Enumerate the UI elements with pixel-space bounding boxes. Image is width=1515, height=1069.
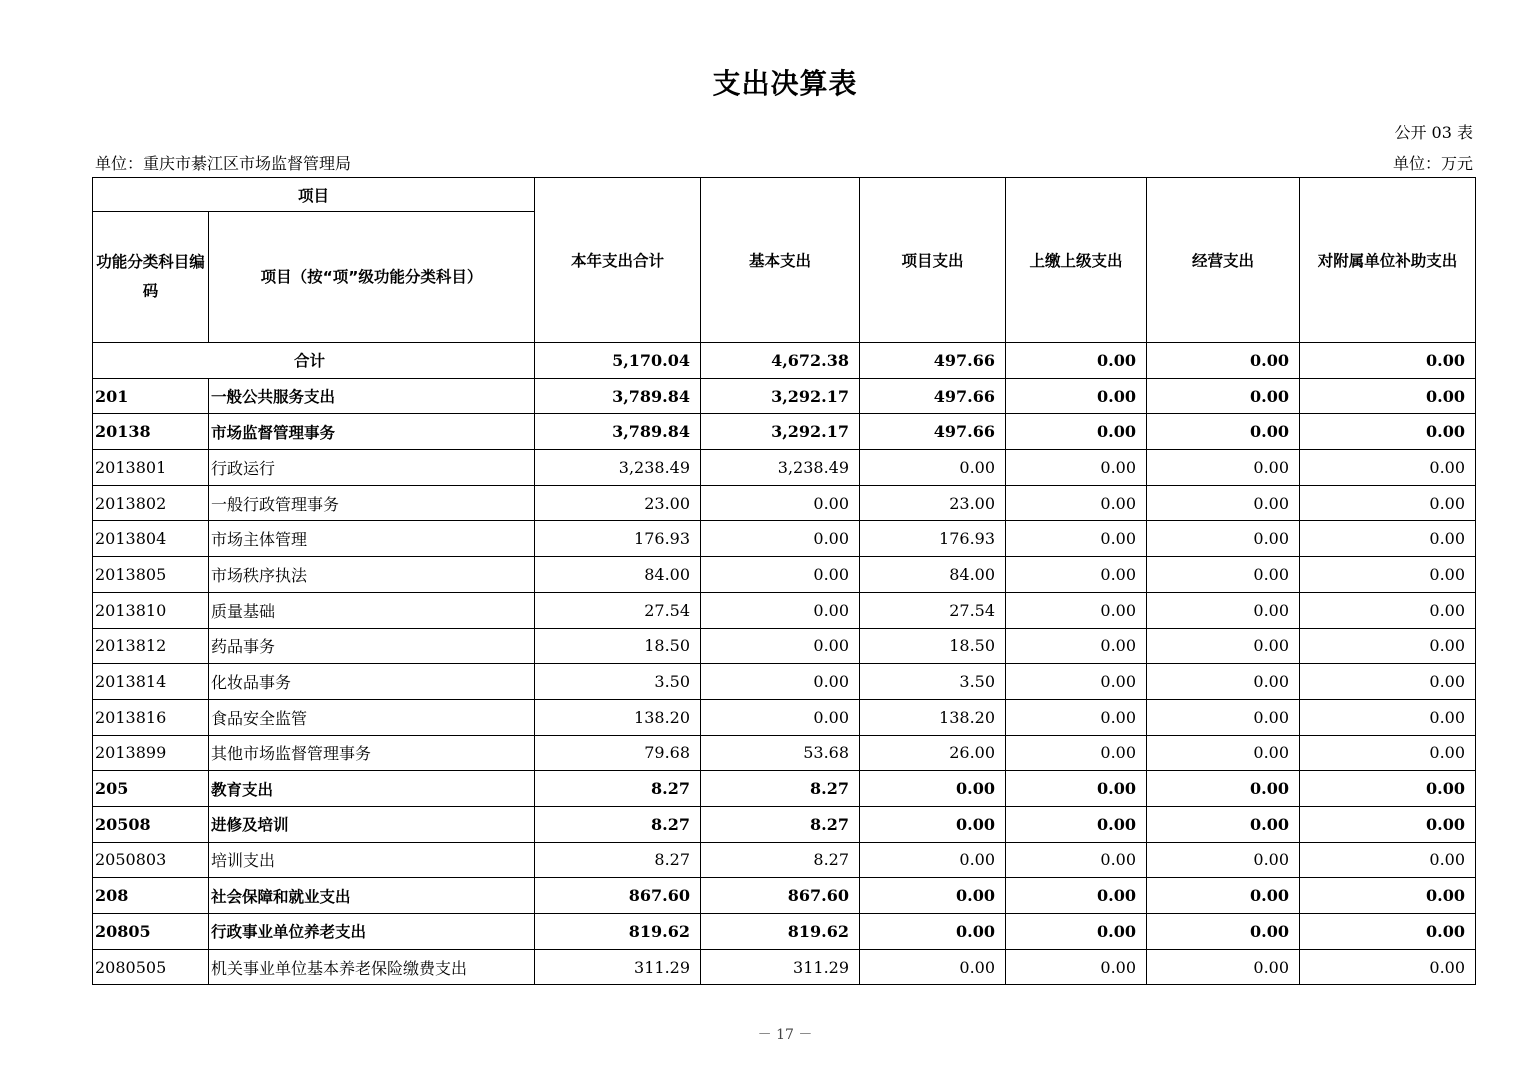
table-row	[93, 878, 1476, 914]
header-business: 经营支出	[1147, 178, 1300, 343]
row-name: 进修及培训	[209, 806, 535, 842]
row-code: 2013805	[93, 557, 209, 593]
total-value: 4,672.38	[701, 343, 860, 379]
row-value: 0.00	[1300, 450, 1476, 486]
row-code: 2013814	[93, 664, 209, 700]
row-value: 0.00	[701, 699, 860, 735]
row-value: 311.29	[535, 949, 701, 985]
table-row	[93, 450, 1476, 486]
total-label: 合计	[93, 343, 535, 379]
row-value: 18.50	[860, 628, 1006, 664]
row-value: 27.54	[535, 592, 701, 628]
row-name: 市场主体管理	[209, 521, 535, 557]
row-value: 0.00	[1006, 842, 1147, 878]
row-value: 0.00	[1006, 414, 1147, 450]
row-value: 0.00	[860, 949, 1006, 985]
table-row	[93, 664, 1476, 700]
row-value: 23.00	[535, 485, 701, 521]
row-value: 0.00	[1006, 485, 1147, 521]
table-row	[93, 414, 1476, 450]
row-value: 26.00	[860, 735, 1006, 771]
row-value: 0.00	[701, 592, 860, 628]
row-value: 3,789.84	[535, 414, 701, 450]
row-value: 867.60	[701, 878, 860, 914]
row-value: 0.00	[1006, 949, 1147, 985]
header-project: 项目	[93, 178, 535, 212]
row-value: 176.93	[535, 521, 701, 557]
row-name: 行政运行	[209, 450, 535, 486]
row-name: 机关事业单位基本养老保险缴费支出	[209, 949, 535, 985]
row-name: 市场秩序执法	[209, 557, 535, 593]
page-number: － 17 －	[757, 1027, 813, 1043]
row-value: 0.00	[1300, 699, 1476, 735]
row-value: 0.00	[1147, 414, 1300, 450]
row-value: 84.00	[860, 557, 1006, 593]
row-value: 138.20	[860, 699, 1006, 735]
row-value: 0.00	[1300, 485, 1476, 521]
row-value: 18.50	[535, 628, 701, 664]
row-value: 0.00	[1300, 949, 1476, 985]
table-row	[93, 628, 1476, 664]
row-value: 53.68	[701, 735, 860, 771]
row-code: 208	[93, 878, 209, 914]
row-value: 0.00	[1147, 842, 1300, 878]
row-value: 0.00	[1006, 878, 1147, 914]
row-value: 0.00	[1006, 771, 1147, 807]
row-value: 176.93	[860, 521, 1006, 557]
row-value: 0.00	[701, 521, 860, 557]
row-value: 0.00	[1147, 878, 1300, 914]
row-value: 0.00	[701, 664, 860, 700]
table-row	[93, 949, 1476, 985]
header-item: 项目（按“项”级功能分类科目）	[209, 212, 535, 343]
row-value: 0.00	[1300, 664, 1476, 700]
row-code: 2050803	[93, 842, 209, 878]
row-name: 行政事业单位养老支出	[209, 914, 535, 950]
row-code: 20138	[93, 414, 209, 450]
row-value: 0.00	[701, 628, 860, 664]
row-value: 0.00	[1006, 806, 1147, 842]
row-name: 质量基础	[209, 592, 535, 628]
row-value: 0.00	[1147, 949, 1300, 985]
row-value: 497.66	[860, 378, 1006, 414]
row-value: 0.00	[1006, 914, 1147, 950]
row-code: 2080505	[93, 949, 209, 985]
row-name: 一般公共服务支出	[209, 378, 535, 414]
total-row	[93, 343, 1476, 379]
row-value: 0.00	[1006, 521, 1147, 557]
row-name: 一般行政管理事务	[209, 485, 535, 521]
row-name: 其他市场监督管理事务	[209, 735, 535, 771]
row-value: 0.00	[1300, 771, 1476, 807]
row-value: 0.00	[1300, 414, 1476, 450]
row-value: 23.00	[860, 485, 1006, 521]
row-value: 0.00	[1300, 557, 1476, 593]
row-value: 0.00	[860, 842, 1006, 878]
total-value: 5,170.04	[535, 343, 701, 379]
table-row	[93, 592, 1476, 628]
row-value: 0.00	[1006, 557, 1147, 593]
total-value: 0.00	[1300, 343, 1476, 379]
row-value: 0.00	[860, 771, 1006, 807]
table-row	[93, 735, 1476, 771]
row-value: 8.27	[701, 771, 860, 807]
row-value: 0.00	[1300, 878, 1476, 914]
row-name: 食品安全监管	[209, 699, 535, 735]
row-code: 2013804	[93, 521, 209, 557]
row-value: 8.27	[701, 842, 860, 878]
table-row	[93, 521, 1476, 557]
row-value: 0.00	[1147, 735, 1300, 771]
row-value: 497.66	[860, 414, 1006, 450]
table-row	[93, 806, 1476, 842]
total-value: 0.00	[1147, 343, 1300, 379]
row-code: 2013802	[93, 485, 209, 521]
row-value: 0.00	[1006, 450, 1147, 486]
table-row	[93, 914, 1476, 950]
row-value: 0.00	[1006, 699, 1147, 735]
row-name: 培训支出	[209, 842, 535, 878]
row-value: 79.68	[535, 735, 701, 771]
row-name: 教育支出	[209, 771, 535, 807]
page-title: 支出决算表	[712, 67, 858, 100]
header-upper: 上缴上级支出	[1006, 178, 1147, 343]
row-value: 27.54	[860, 592, 1006, 628]
header-total: 本年支出合计	[535, 178, 701, 343]
row-value: 0.00	[1006, 378, 1147, 414]
row-value: 0.00	[1300, 592, 1476, 628]
row-value: 0.00	[1147, 450, 1300, 486]
row-value: 3.50	[860, 664, 1006, 700]
row-value: 0.00	[1300, 806, 1476, 842]
table-row	[93, 771, 1476, 807]
row-value: 3.50	[535, 664, 701, 700]
row-value: 0.00	[1147, 592, 1300, 628]
row-value: 0.00	[1300, 735, 1476, 771]
table-row	[93, 842, 1476, 878]
row-value: 0.00	[1147, 628, 1300, 664]
row-value: 3,789.84	[535, 378, 701, 414]
row-value: 0.00	[1147, 699, 1300, 735]
header-code: 功能分类科目编码	[93, 212, 209, 343]
table-row	[93, 557, 1476, 593]
row-name: 社会保障和就业支出	[209, 878, 535, 914]
row-value: 3,292.17	[701, 378, 860, 414]
row-value: 0.00	[1147, 806, 1300, 842]
table-row	[93, 699, 1476, 735]
header-subsidy: 对附属单位补助支出	[1300, 178, 1476, 343]
row-value: 138.20	[535, 699, 701, 735]
row-name: 化妆品事务	[209, 664, 535, 700]
row-value: 3,238.49	[535, 450, 701, 486]
row-value: 0.00	[860, 806, 1006, 842]
row-value: 819.62	[535, 914, 701, 950]
row-value: 0.00	[1006, 628, 1147, 664]
table-row	[93, 378, 1476, 414]
row-code: 201	[93, 378, 209, 414]
row-code: 205	[93, 771, 209, 807]
header-basic: 基本支出	[701, 178, 860, 343]
row-value: 0.00	[860, 878, 1006, 914]
row-name: 药品事务	[209, 628, 535, 664]
row-code: 20508	[93, 806, 209, 842]
row-value: 8.27	[535, 806, 701, 842]
total-value: 0.00	[1006, 343, 1147, 379]
row-value: 0.00	[1006, 664, 1147, 700]
row-value: 0.00	[1300, 842, 1476, 878]
row-value: 0.00	[1300, 914, 1476, 950]
row-value: 0.00	[1300, 378, 1476, 414]
row-value: 0.00	[860, 914, 1006, 950]
row-code: 2013816	[93, 699, 209, 735]
row-value: 819.62	[701, 914, 860, 950]
row-code: 2013801	[93, 450, 209, 486]
row-value: 0.00	[1147, 771, 1300, 807]
table-row	[93, 485, 1476, 521]
row-value: 8.27	[535, 771, 701, 807]
row-value: 867.60	[535, 878, 701, 914]
row-value: 0.00	[860, 450, 1006, 486]
row-value: 84.00	[535, 557, 701, 593]
total-value: 497.66	[860, 343, 1006, 379]
row-value: 8.27	[535, 842, 701, 878]
row-code: 2013812	[93, 628, 209, 664]
row-value: 8.27	[701, 806, 860, 842]
row-value: 0.00	[701, 485, 860, 521]
unit-organization: 单位：重庆市綦江区市场监督管理局	[95, 154, 352, 173]
row-value: 0.00	[1147, 378, 1300, 414]
row-value: 311.29	[701, 949, 860, 985]
row-value: 0.00	[1006, 735, 1147, 771]
row-value: 0.00	[1147, 914, 1300, 950]
row-value: 0.00	[1147, 521, 1300, 557]
row-value: 0.00	[1300, 628, 1476, 664]
row-code: 20805	[93, 914, 209, 950]
expenditure-table	[92, 177, 1476, 985]
row-code: 2013810	[93, 592, 209, 628]
row-value: 0.00	[1147, 557, 1300, 593]
row-value: 3,238.49	[701, 450, 860, 486]
form-number: 公开 03 表	[1394, 123, 1473, 142]
header-project-expenditure: 项目支出	[860, 178, 1006, 343]
row-value: 0.00	[701, 557, 860, 593]
row-code: 2013899	[93, 735, 209, 771]
row-name: 市场监督管理事务	[209, 414, 535, 450]
row-value: 0.00	[1147, 664, 1300, 700]
row-value: 0.00	[1147, 485, 1300, 521]
unit-currency: 单位：万元	[1392, 154, 1473, 173]
row-value: 3,292.17	[701, 414, 860, 450]
row-value: 0.00	[1300, 521, 1476, 557]
row-value: 0.00	[1006, 592, 1147, 628]
